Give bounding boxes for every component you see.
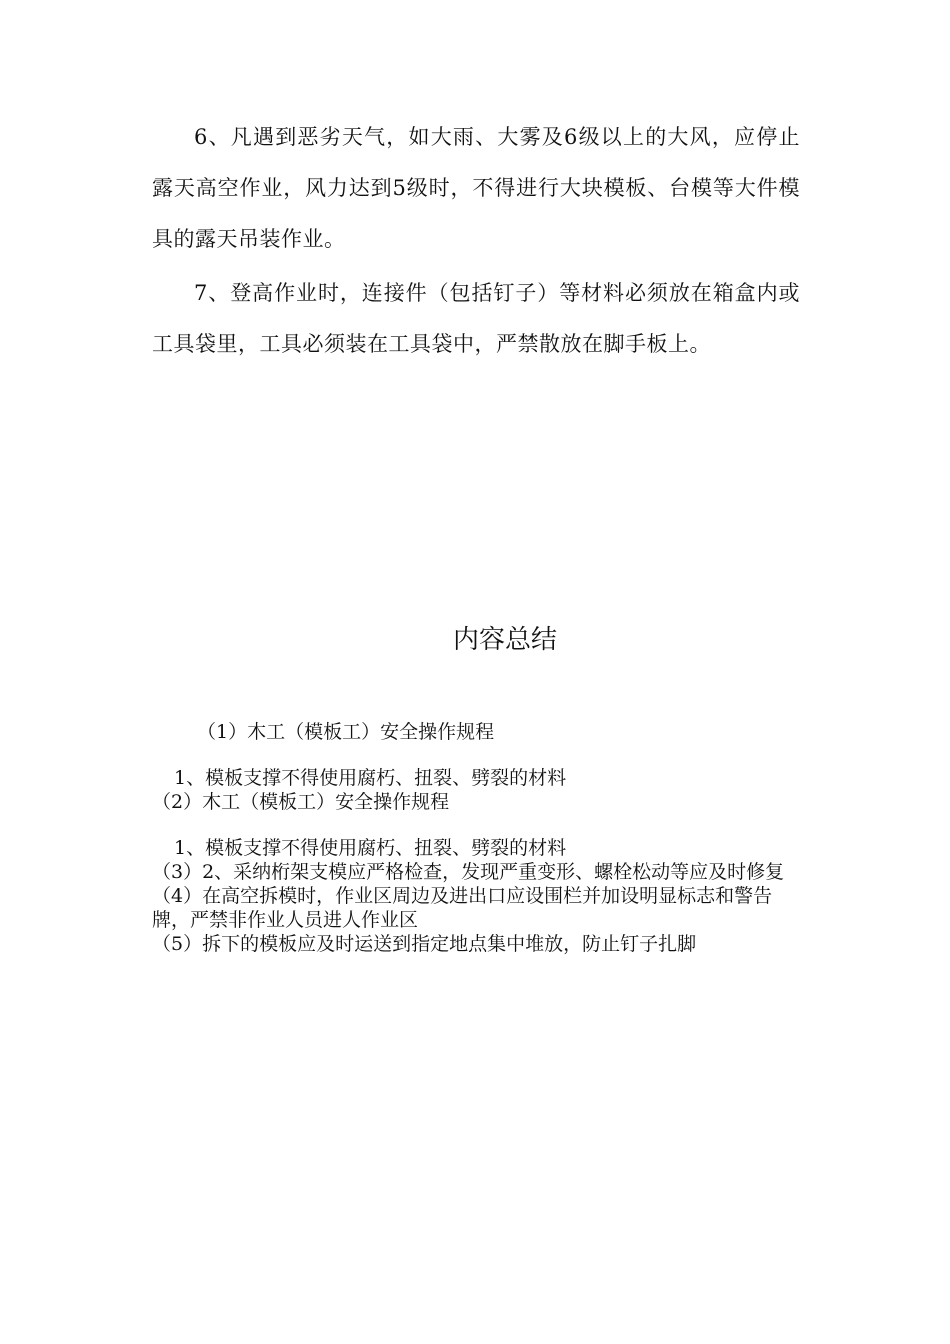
summary-item-3: （3）2、采纳桁架支模应严格检查，发现严重变形、螺栓松动等应及时修复 (152, 861, 785, 883)
summary-item-2-heading: （2）木工（模板工）安全操作规程 (152, 791, 450, 813)
summary-item-1-body: 1、模板支撑不得使用腐朽、扭裂、劈裂的材料 (174, 767, 567, 789)
summary-item-5: （5）拆下的模板应及时运送到指定地点集中堆放，防止钉子扎脚 (152, 933, 697, 955)
summary-spacer (152, 744, 802, 766)
summary-item-1-heading: （1）木工（模板工）安全操作规程 (197, 721, 495, 743)
summary-item-2-body: 1、模板支撑不得使用腐朽、扭裂、劈裂的材料 (174, 837, 567, 859)
summary-spacer (152, 814, 802, 836)
body-paragraph-6: 6、凡遇到恶劣天气，如大雨、大雾及6级以上的大风，应停止露天高空作业，风力达到5级时，不得进行大块模板、台模等大件模具的露天吊装作业。 (152, 125, 800, 251)
body-paragraph-7: 7、登高作业时，连接件（包括钉子）等材料必须放在箱盒内或工具袋里，工具必须装在工具袋中，严禁散放在脚手板上。 (152, 281, 800, 356)
summary-title: 内容总结 (452, 625, 557, 655)
summary-section (152, 720, 802, 956)
summary-item-4: （4）在高空拆模时，作业区周边及进出口应设围栏并加设明显标志和警告牌，严禁非作业人员进人作业区 (152, 885, 773, 931)
